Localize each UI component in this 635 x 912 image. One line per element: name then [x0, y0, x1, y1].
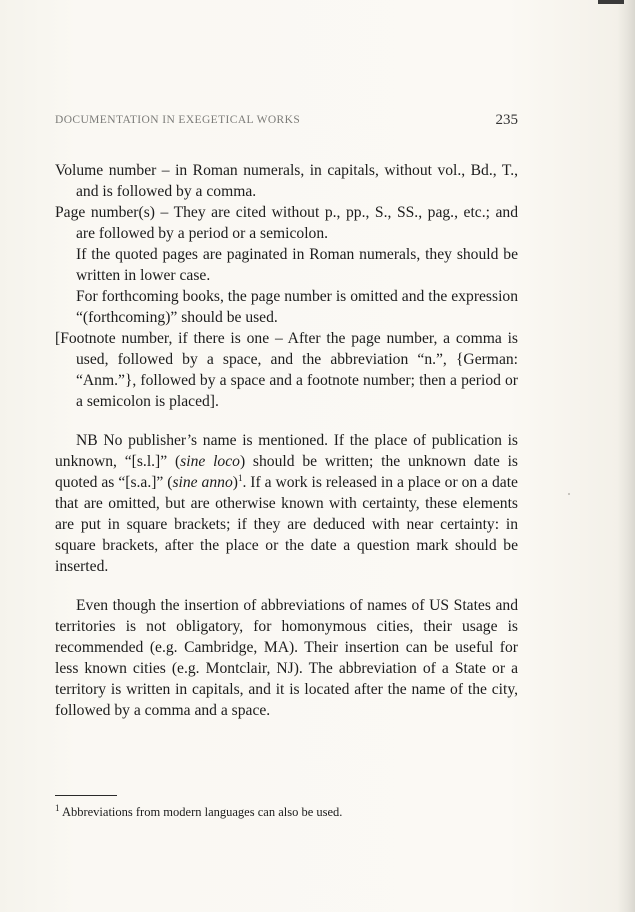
nb-text-part3: ) [232, 474, 238, 491]
us-states-paragraph: Even though the insertion of abbreviations of names of US States and territories is not obligatory, for homonymous cities, their usage is recommended (e.g. Cambridge, MA). Their insertion can be useful for less known cities (e.g. Montclair, NJ). The abbreviation of a State or a territory is written in capitals, and it is located after the name of the city, followed by a comma and a space. [55, 597, 518, 719]
entry-volume-number: Volume number – in Roman numerals, in capitals, without vol., Bd., T., and is followed by a comma. [55, 162, 518, 200]
nb-text-part1: NB No publisher’s name is mentioned. If the place of publication is unknown, “[s.l.]” ( [55, 432, 518, 470]
paragraph-gap [55, 577, 518, 595]
nb-text-part4: . If a work is released in a place or on a date that are omitted, but are otherwise known with certainty, these elements are put in square brackets; if they are deduced with near certainty: in square brackets, after the place or the date a question mark should be inserted. [55, 474, 518, 575]
entry-page-forthcoming-note: For forthcoming books, the page number is omitted and the expression “(forthcoming)” should be used. [76, 288, 518, 326]
footnote-number: 1 [55, 802, 60, 813]
running-title: DOCUMENTATION IN EXEGETICAL WORKS [55, 114, 301, 126]
entry-page-numbers: Page number(s) – They are cited without p., pp., S., SS., pag., etc.; and are followed by a period or a semicolon. [55, 204, 518, 242]
footnote-reference: 1 [237, 472, 243, 483]
binding-shadow [617, 0, 635, 912]
nb-sine-loco: sine loco [180, 453, 240, 470]
body-text [55, 160, 518, 721]
page-number: 235 [495, 112, 518, 128]
footnote [55, 804, 518, 820]
nb-text-part2: ) should be written; the unknown date is quoted as “[s.a.]” ( [55, 453, 518, 491]
running-head [55, 112, 518, 132]
footnote-text: Abbreviations from modern languages can also be used. [61, 805, 343, 819]
entry-page-roman-note: If the quoted pages are paginated in Roman numerals, they should be written in lower case. [76, 246, 518, 284]
page-edge-mark [598, 0, 624, 4]
paper-speck [568, 493, 570, 495]
nb-paragraph [55, 430, 518, 577]
paragraph-gap [55, 412, 518, 430]
entry-footnote-number: [Footnote number, if there is one – After the page number, a comma is used, followed by a space, and the abbreviation “n.”, {German: “Anm.”}, followed by a space and a footnote number; then a period or a semicolon is placed]. [55, 330, 518, 410]
footnote-rule [55, 795, 117, 796]
nb-sine-anno: sine anno [172, 474, 233, 491]
